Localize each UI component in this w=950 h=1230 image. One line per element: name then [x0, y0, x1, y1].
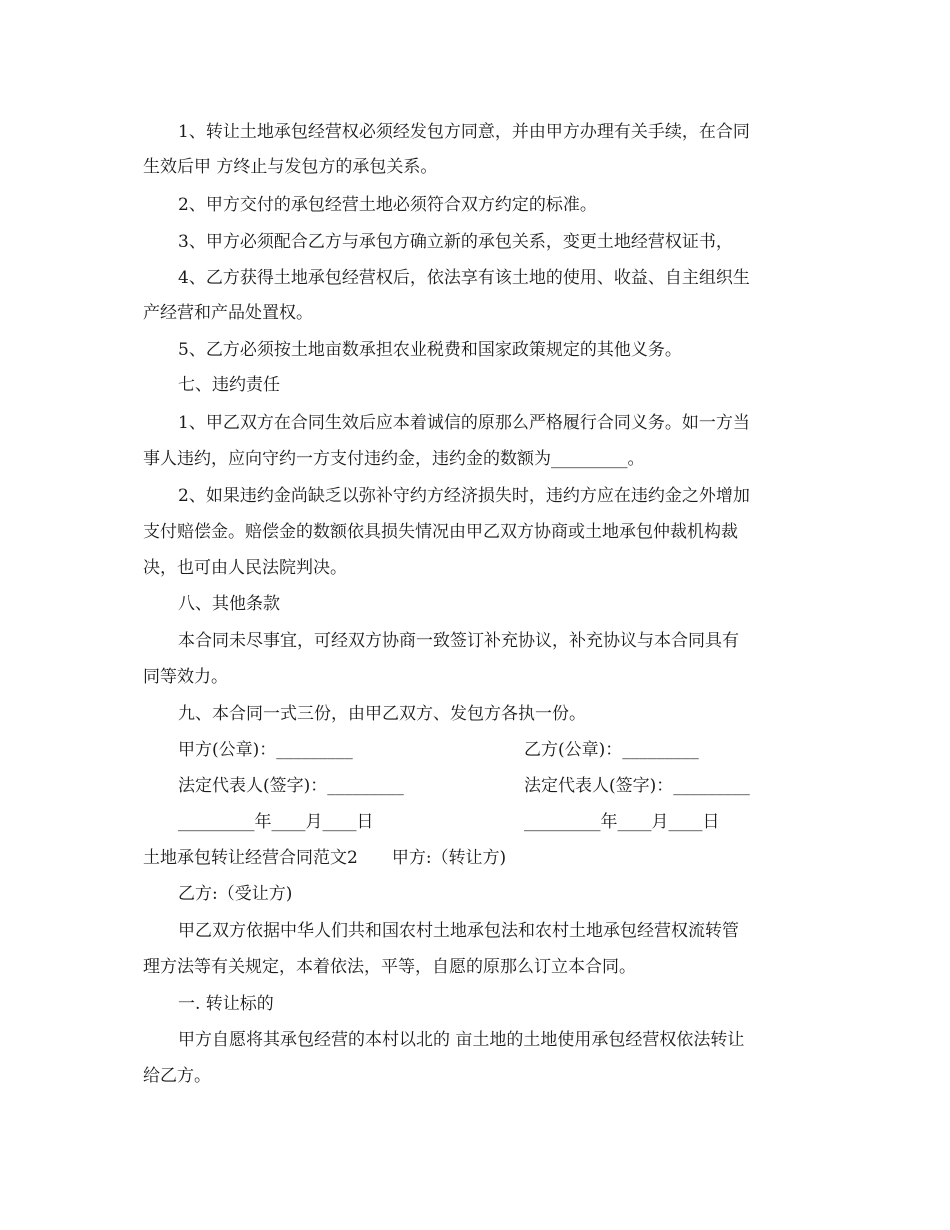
paragraph-line: 甲方自愿将其承包经营的本村以北的 亩土地的土地使用承包经营权依法转让	[178, 1030, 745, 1050]
paragraph-line: 同等效力。	[143, 667, 228, 687]
party-a-date: _________年____月____日	[178, 812, 374, 832]
document-title-line: 土地承包转让经营合同范文2 甲方:（转让方)	[143, 848, 507, 868]
paragraph-line: 4、乙方获得土地承包经营权后，依法享有该土地的使用、收益、自主组织生	[178, 268, 750, 288]
paragraph-line: 甲乙双方依据中华人们共和国农村土地承包法和农村土地承包经营权流转管	[178, 921, 739, 941]
paragraph-line: 乙方:（受让方)	[178, 884, 293, 904]
section-heading: 一. 转让标的	[178, 994, 274, 1014]
party-b-date: _________年____月____日	[524, 812, 720, 832]
paragraph-line: 给乙方。	[143, 1066, 211, 1086]
paragraph-line: 2、如果违约金尚缺乏以弥补守约方经济损失时，违约方应在违约金之外增加	[178, 486, 750, 506]
paragraph-line: 1、甲乙双方在合同生效后应本着诚信的原那么严格履行合同义务。如一方当	[178, 413, 750, 433]
paragraph-line: 1、转让土地承包经营权必须经发包方同意，并由甲方办理有关手续，在合同	[178, 122, 750, 142]
paragraph-line: 5、乙方必须按土地亩数承担农业税费和国家政策规定的其他义务。	[178, 340, 682, 360]
section-heading: 七、违约责任	[178, 375, 280, 395]
paragraph-line: 生效后甲 方终止与发包方的承包关系。	[143, 157, 438, 177]
paragraph-line: 理方法等有关规定，本着依法，平等，自愿的原那么订立本合同。	[143, 957, 636, 977]
section-heading: 八、其他条款	[178, 594, 280, 614]
party-b-representative: 法定代表人(签字)：_________	[524, 776, 750, 796]
party-a-seal: 甲方(公章)：_________	[178, 740, 353, 760]
paragraph-line: 3、甲方必须配合乙方与承包方确立新的承包关系，变更土地经营权证书，	[178, 232, 733, 252]
paragraph-line: 本合同未尽事宜，可经双方协商一致签订补充协议，补充协议与本合同具有	[178, 631, 739, 651]
paragraph-line: 事人违约，应向守约一方支付违约金，违约金的数额为_________。	[143, 449, 645, 469]
party-b-seal: 乙方(公章)：_________	[524, 740, 699, 760]
paragraph-line: 九、本合同一式三份，由甲乙双方、发包方各执一份。	[178, 704, 586, 724]
paragraph-line: 2、甲方交付的承包经营土地必须符合双方约定的标准。	[178, 195, 597, 215]
paragraph-line: 决，也可由人民法院判决。	[143, 558, 347, 578]
paragraph-line: 产经营和产品处置权。	[143, 303, 313, 323]
party-a-representative: 法定代表人(签字)：_________	[178, 776, 404, 796]
paragraph-line: 支付赔偿金。赔偿金的数额依具损失情况由甲乙双方协商或土地承包仲裁机构裁	[143, 522, 738, 542]
